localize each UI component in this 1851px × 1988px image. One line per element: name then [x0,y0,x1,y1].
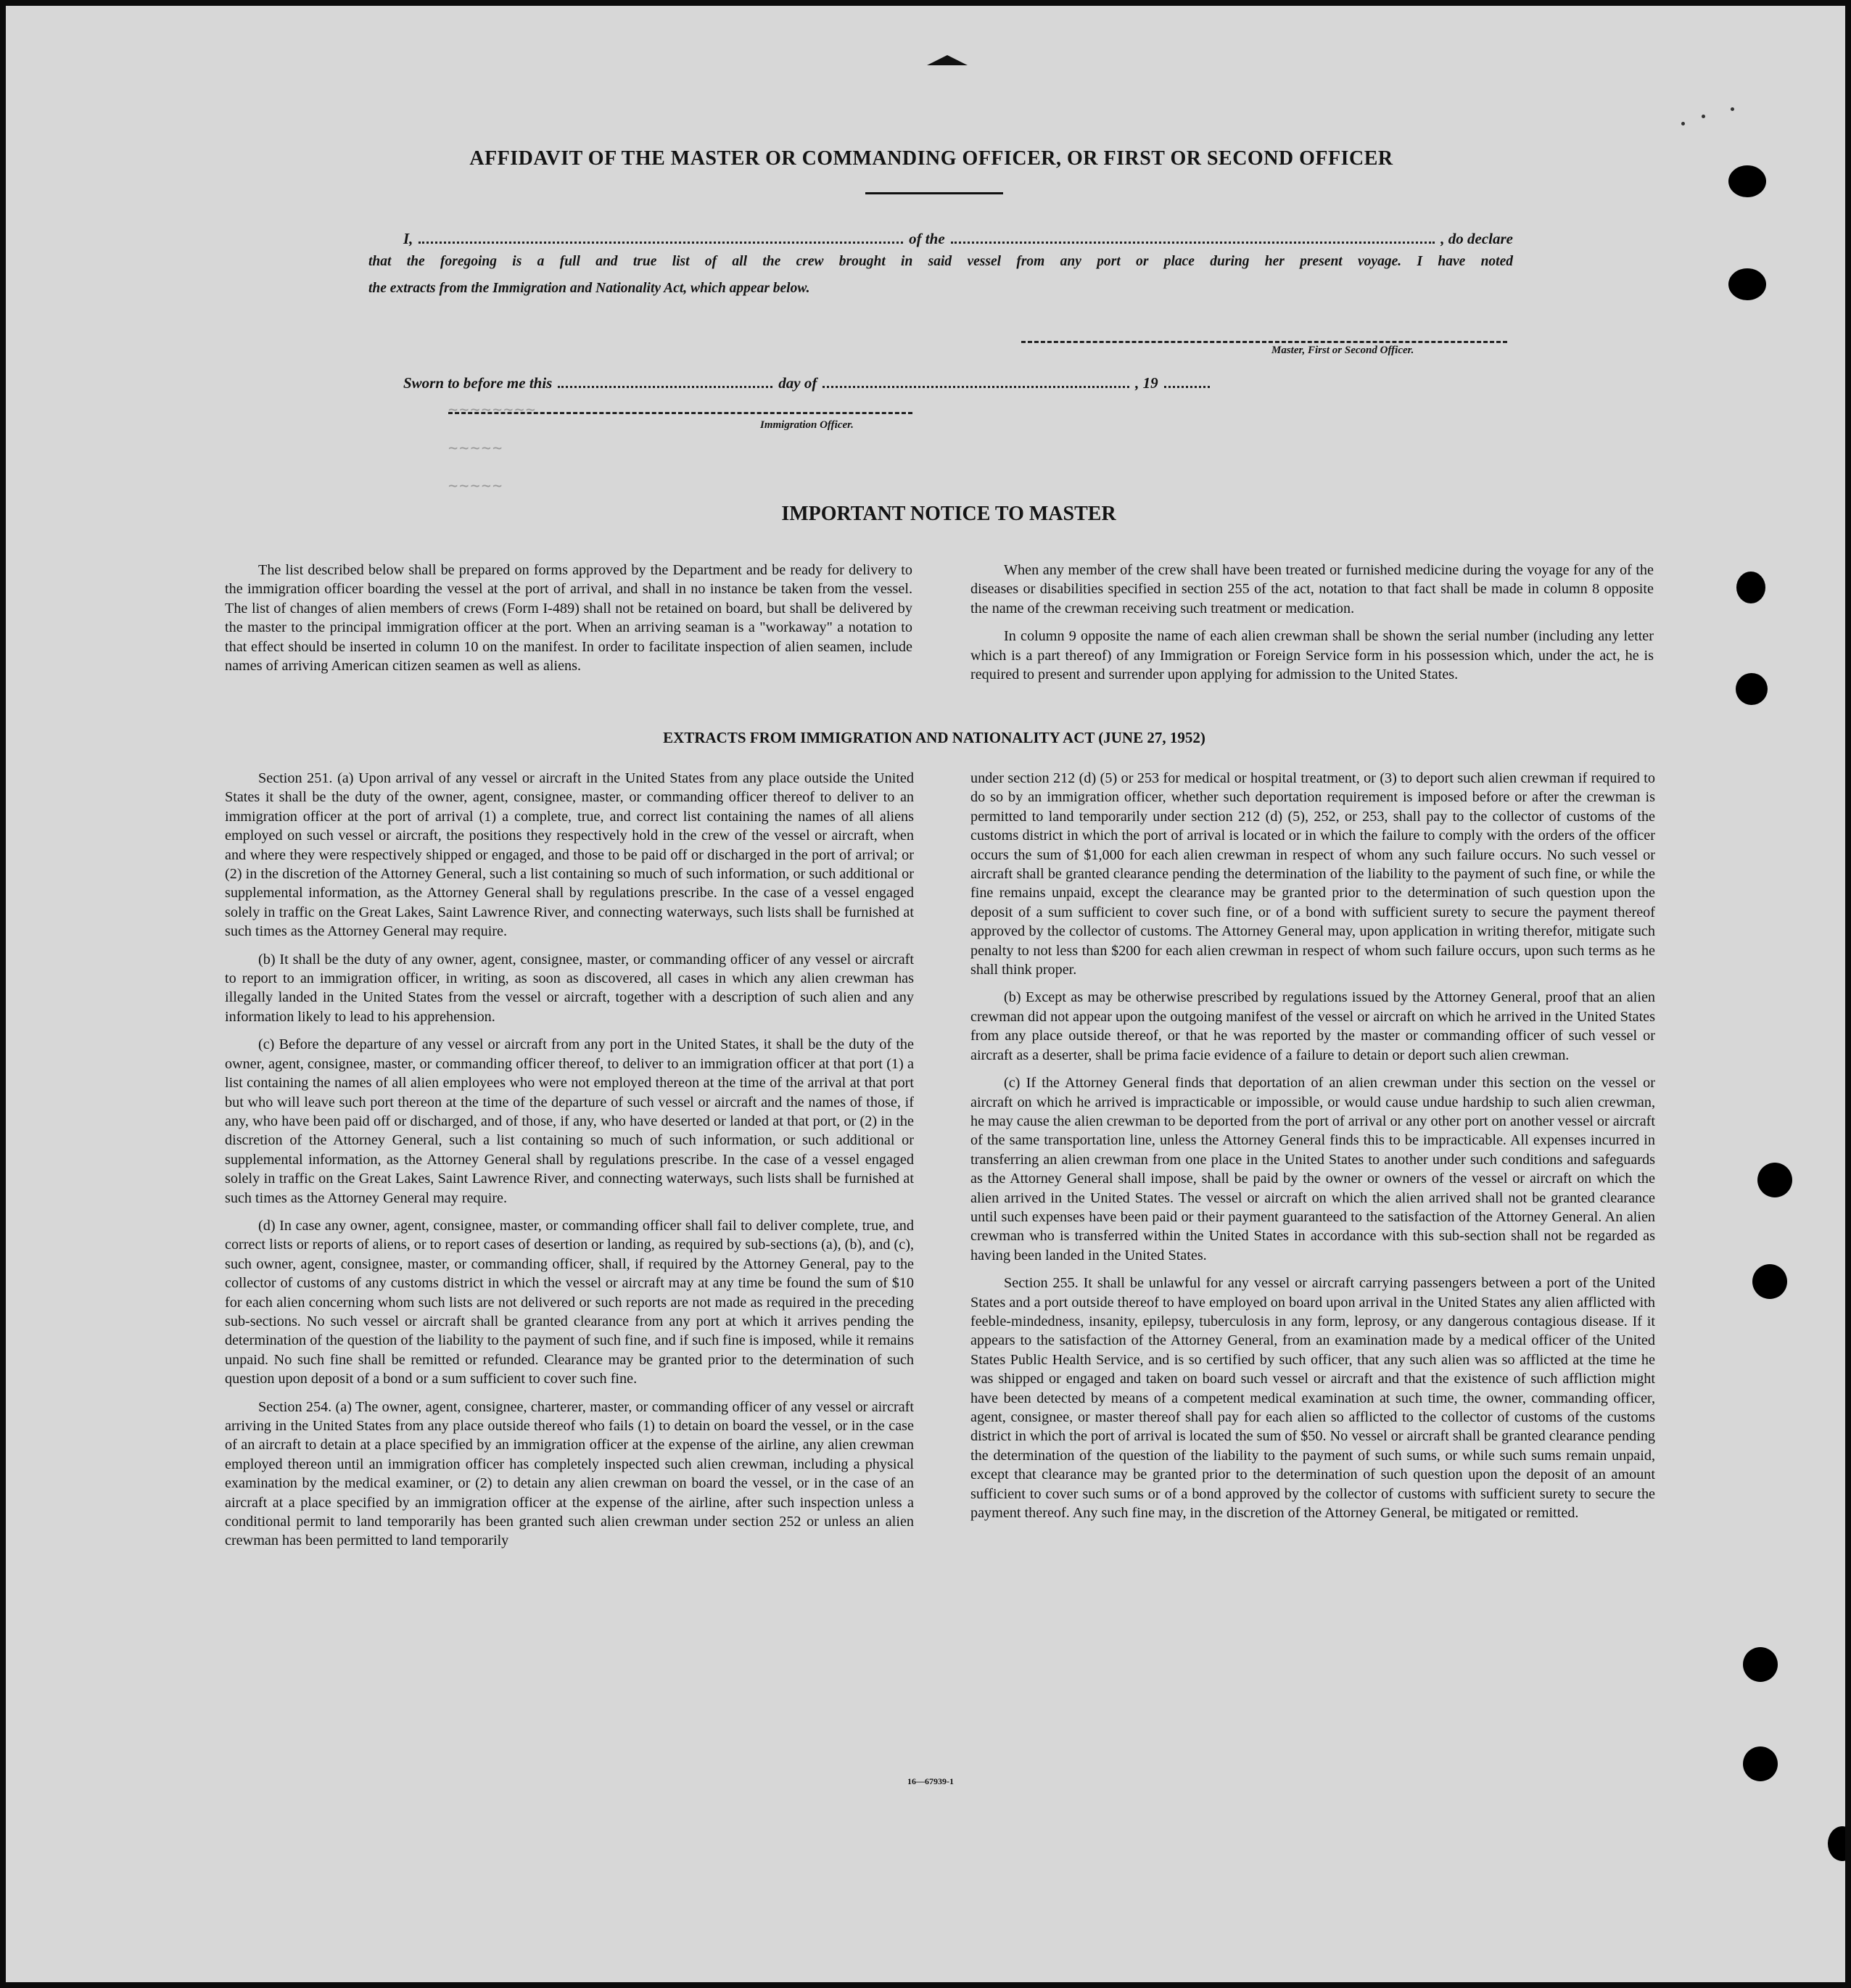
notice-paragraph: The list described below shall be prepared on forms approved by the Department and be ready for delivery to the immigration officer boarding the vessel at the port of arrival, and shall in no instance be taken from the vessel. The list of changes of alien members of crews (Form I-489) shall not be retained on board, but shall be delivered by the master to the principal immigration officer at the port. When an arriving seaman is a "workaway" a notation to that effect should be inserted in column 10 on the manifest. In order to facilitate inspection of alien seamen, include names of arriving American citizen seamen as well as aliens. [225,562,912,675]
binder-hole [1743,1746,1778,1781]
notice-title: IMPORTANT NOTICE TO MASTER [781,503,1116,525]
notice-paragraph: In column 9 opposite the name of each alien crewman shall be shown the serial number (including any letter which is a part thereof) of any Immigration or Foreign Service form in his possession which, under the act, he is required to present and surrender upon applying for admission to the United States. [970,628,1654,683]
signature-label: Master, First or Second Officer. [1271,345,1414,356]
section-254-a-continued: under section 212 (d) (5) or 253 for medical or hospital treatment, or (3) to deport such alien crewman if required to do so by an immigration officer, whether such deportation requirement is imposed before or after the crewman is permitted to land temporarily under section 212 (d) (5), 252, or 253, shall pay to the collector of customs of the customs district in which the port of arrival is located or in which the failure to comply with the orders of the officer occurs the sum of $1,000 for each alien crewman in respect of whom any such failure occurs. No such vessel or aircraft shall be granted clearance pending the determination of the liability to the payment of such fine, or while the fine remains unpaid, except the clearance may be granted prior to the determination of such question upon the deposit of a sum sufficient to cover such fine, or of a bond with sufficient surety to secure the payment thereof approved by the collector of customs. The Attorney General may, upon application in writing therefor, mitigate such penalty to not less than $200 for each alien crewman in respect of whom such failure occurs, upon such terms as he shall think proper. [970,770,1655,978]
bleed-through-text: ~~~~~ [448,477,504,495]
section-254-b: (b) Except as may be otherwise prescribed by regulations issued by the Attorney General, proof that an alien crewman did not appear upon the outgoing manifest of the vessel or aircraft on which he arrived in the United States from any place outside thereof, or that he was reported by the master or commanding officer of such vessel or aircraft as a deserter, shall be prima facie evidence of a failure to detain or deport such alien crewman. [970,989,1655,1063]
notice-left-column [225,561,912,684]
officer-label: Immigration Officer. [760,419,854,431]
affidavit-title: AFFIDAVIT OF THE MASTER OR COMMANDING OFFICER, OR FIRST OR SECOND OFFICER [469,147,1393,170]
day-of-label: day of [778,374,817,392]
document-page [6,6,1845,1982]
extracts-left-column [225,769,914,1559]
declarant-row [403,222,1513,248]
binder-hole [1752,1264,1787,1299]
master-signature-field[interactable] [1021,341,1507,343]
section-251-c: (c) Before the departure of any vessel or aircraft from any port in the United States, it shall be the duty of the owner, agent, consignee, master, or commanding officer thereof, to deliver to an immigration officer at that port (1) a list containing the names of all alien employees who were not employed thereon at the time of the arrival at that port but who will leave such port thereon at the time of the departure of such vessel or aircraft and the names of those, if any, who have been paid off or discharged, and of those, if any, who have deserted or landed at that port, or (2) in the discretion of the Attorney General, such a list containing so much of such information, or such additional or supplemental information, as the Attorney General shall by regulations prescribe. In the case of a vessel engaged solely in traffic on the Great Lakes, Saint Lawrence River, and connecting waterways, such lists shall be furnished at such times as the Attorney General may require. [225,1036,914,1206]
binder-hole [1736,572,1765,603]
sworn-label: Sworn to before me this [403,374,553,392]
extracts-right-column [970,769,1655,1531]
notice-right-column [970,561,1654,693]
declaration-text-2: the extracts from the Immigration and Nationality Act, which appear below. [368,281,810,296]
declaration-text: that the foregoing is a full and true list of all the crew brought in said vessel from any port or place during her present voyage. I have noted [368,254,1513,269]
bleed-through-text: ~~~~~ [448,440,504,458]
section-251-a: Section 251. (a) Upon arrival of any vessel or aircraft in the United States from any place outside the United States it shall be the duty of the owner, agent, consignee, master, or commanding officer thereof to deliver to an immigration officer at the port of arrival (1) a complete, true, and correct list containing the names of all aliens employed on such vessel or aircraft, the positions they respectively hold in the crew of the vessel or aircraft, when and where they were respectively shipped or engaged, and those to be paid off or discharged in the port of arrival; or (2) in the discretion of the Attorney General, such a list containing so much of such information, or such additional or supplemental information, as the Attorney General shall by regulations prescribe. In the case of a vessel engaged solely in traffic on the Great Lakes, Saint Lawrence River, and connecting waterways, such lists shall be furnished at such times as the Attorney General may require. [225,770,914,940]
binder-hole [1743,1647,1778,1682]
binder-hole [1736,673,1768,705]
sworn-year-field[interactable] [1164,385,1210,388]
binder-hole [1828,1826,1845,1861]
binder-hole [1757,1163,1792,1197]
sworn-month-field[interactable] [823,385,1129,388]
sworn-row [403,366,1216,392]
vessel-name-field[interactable] [951,241,1435,244]
i-label: I, [403,230,413,247]
declarant-name-field[interactable] [419,241,903,244]
section-254-a: Section 254. (a) The owner, agent, consignee, charterer, master, or commanding officer of any vessel or aircraft arriving in the United States from any place outside thereof who fails (1) to detain on board the vessel, or in the case of an aircraft to detain at a place specified by an immigration officer at the expense of the airline, any alien crewman employed thereon until an immigration officer has completely inspected such alien crewman, including a physical examination by the medical examiner, or (2) to detain any alien crewman on board the vessel, or in the case of an aircraft at a place specified by an immigration officer at the expense of the airline, after such inspection unless a conditional permit to land temporarily has been granted such alien crewman under section 252 or unless an alien crewman has been permitted to land temporarily [225,1398,914,1549]
title-rule [865,192,1003,194]
section-251-d: (d) In case any owner, agent, consignee, master, or commanding officer shall fail to deliver complete, true, and correct lists or reports of aliens, or to report cases of desertion or landing, as required by sub-sections (a), (b), and (c), such owner, agent, consignee, master, or commanding officer, shall, if required by the Attorney General, pay to the collector of customs of any customs district in which the vessel or aircraft may at any time be found the sum of $10 for each alien concerning whom such lists are not delivered or such reports are not made as required in the preceding sub-sections. No such vessel or aircraft shall be granted clearance from any port at which it arrives pending the determination of the question of the liability to the payment of such fine, and if such fine is imposed, while it remains unpaid. No such fine shall be remitted or refunded. Clearance may be granted prior to the determination of such question upon deposit of a bond or a sum sufficient to cover such fine. [225,1217,914,1387]
speck [1731,107,1734,111]
notice-paragraph: When any member of the crew shall have been treated or furnished medicine during the voyage for any of the diseases or disabilities specified in section 255 of the act, notation to that fact shall be made in column 8 opposite the name of the crewman receiving such treatment or medication. [970,562,1654,616]
speck [1702,115,1705,118]
bleed-through-text: ~~~~~~~~ [448,401,537,419]
year-label: , 19 [1135,374,1158,392]
extracts-title: EXTRACTS FROM IMMIGRATION AND NATIONALITY ACT (JUNE 27, 1952) [663,729,1205,746]
binder-hole [1728,268,1766,300]
form-number: 16—67939-1 [907,1776,954,1786]
speck [1681,122,1685,125]
section-251-b: (b) It shall be the duty of any owner, agent, consignee, master, or commanding officer of any vessel or aircraft to report to an immigration officer, in writing, as soon as discovered, all cases in which any alien crewman has illegally landed in the United States from the vessel or aircraft, together with a description of such alien and any information likely to lead to his apprehension. [225,951,914,1025]
section-255: Section 255. It shall be unlawful for any vessel or aircraft carrying passengers between a port of the United States and a port outside thereof to have employed on board upon arrival in the United States any alien afflicted with feeble-mindedness, insanity, epilepsy, tuberculosis in any form, leprosy, or any dangerous contagious disease. If it appears to the satisfaction of the Attorney General, from an examination made by a medical officer of the United States Public Health Service, and is so certified by such officer, that any such alien was so afflicted at the time he was shipped or engaged and taken on board such vessel or aircraft and that the existence of such affliction might have been detected by means of a competent medical examination at such time, the owner, commanding officer, agent, consignee, or master thereof shall pay for each alien so afflicted to the collector of customs of the customs district in which the port of arrival is located the sum of $50. No vessel or aircraft shall be granted clearance pending the determination of the question of the liability to the payment of such sums, or while such sums remain unpaid, except that clearance may be granted prior to the determination of such question upon the deposit of an amount sufficient to cover such sums or of a bond approved by the collector of customs with sufficient surety to secure the payment thereof. Any such fine may, in the discretion of the Attorney General, be mitigated or remitted. [970,1275,1656,1522]
page-top-mark [927,55,968,65]
do-declare-label: , do declare [1440,230,1513,247]
section-254-c: (c) If the Attorney General finds that deportation of an alien crewman under this section on the vessel or aircraft on which he arrived is impracticable or impossible, or would cause undue hardship to such alien crewman, he may cause the alien crewman to be deported from the port of arrival or any other port on another vessel or aircraft of the same transportation line, unless the Attorney General finds this to be impracticable. All expenses incurred in transferring an alien crewman from one place in the United States to another under such conditions and safeguards as the Attorney General shall impose, shall be paid by the owner or owners of the vessel or aircraft on which the alien arrived in the United States. The vessel or aircraft on which the alien arrived shall not be granted clearance until such expenses have been paid or their payment guaranteed to the satisfaction of the Attorney General. An alien crewman who is transferred within the United States in accordance with this sub-section shall not be regarded as having been landed in the United States. [970,1075,1655,1263]
sworn-day-field[interactable] [558,385,772,388]
of-the-label: of the [909,230,945,247]
